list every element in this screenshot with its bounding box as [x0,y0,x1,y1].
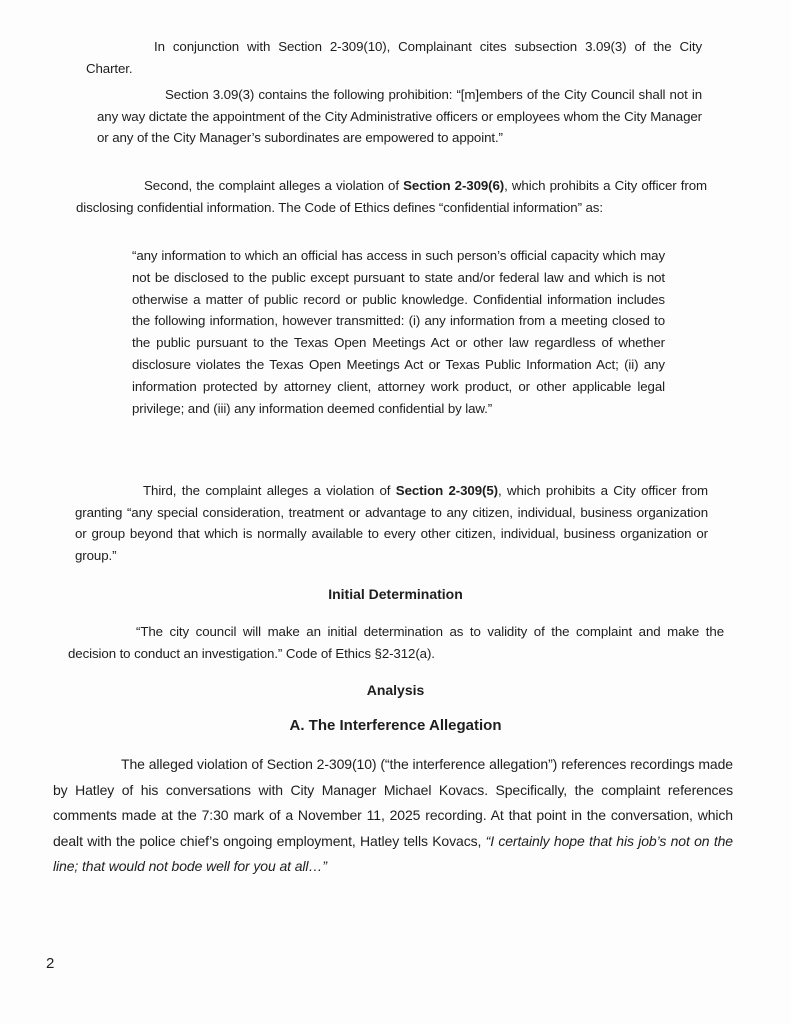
heading-analysis: Analysis [366,682,425,698]
paragraph-initial-determination [68,621,724,664]
paragraph-section-309-3 [97,84,702,149]
paragraph-text: “The city council will make an initial determination as to validity of the complaint and make the decision to conduct an investigation.” Code of Ethics §2-312(a). [68,624,724,661]
paragraph-city-charter [86,36,702,79]
heading-interference-allegation: A. The Interference Allegation [289,717,502,734]
paragraph-section-2-309-5 [75,480,708,566]
section-reference: Section 2-309(6) [403,178,505,193]
paragraph-text: , which prohibits a City officer from granting “any special consideration, treatment or advantage to any citizen, individual, business organization or group beyond that which is normally available to every other citizen, individual, business organization or group.” [75,483,708,563]
paragraph-text: In conjunction with Section 2-309(10), Complainant cites subsection 3.09(3) of the City Charter. [86,39,702,76]
paragraph-section-2-309-6 [76,175,707,218]
page-number: 2 [46,955,55,972]
paragraph-text: Section 3.09(3) contains the following prohibition: “[m]embers of the City Council shall not in any way dictate the appointment of the City Administrative officers or employees whom the City Manager or any of the City Manager’s subordinates are empowered to appoint.” [97,87,702,145]
paragraph-text: The alleged violation of Section 2-309(10) (“the interference allegation”) references recordings made by Hatley of his conversations with City Manager Michael Kovacs. Specifically, the complaint references comments made at the 7:30 mark of a November 11, 2025 recording. At that point in the conversation, which dealt with the police chief’s ongoing employment, Hatley tells Kovacs, [53,756,733,849]
heading-initial-determination: Initial Determination [328,586,463,602]
quoted-statement: “I certainly hope that his job’s not on the line; that would not bode well for you at all…” [53,832,733,874]
confidential-information-quote [132,245,665,419]
paragraph-interference-allegation [53,752,733,880]
paragraph-text: , which prohibits a City officer from disclosing confidential information. The Code of Ethics defines “confidential information” as: [76,178,707,215]
paragraph-text: Third, the complaint alleges a violation of [143,483,396,498]
quote-text: “any information to which an official has access in such person’s official capacity which may not be disclosed to the public except pursuant to state and/or federal law and which is not otherwise a matter of public record or public knowledge. Confidential information includes the following information, however transmitted: (i) any information from a meeting closed to the public pursuant to the Texas Open Meetings Act or other law regardless of whether disclosure violates the Texas Open Meetings Act or Texas Public Information Act; (ii) any information protected by attorney client, attorney work product, or other applicable legal privilege; and (iii) any information deemed confidential by law.” [132,248,665,416]
section-reference: Section 2-309(5) [395,483,498,498]
paragraph-text: Second, the complaint alleges a violation of [144,178,404,193]
